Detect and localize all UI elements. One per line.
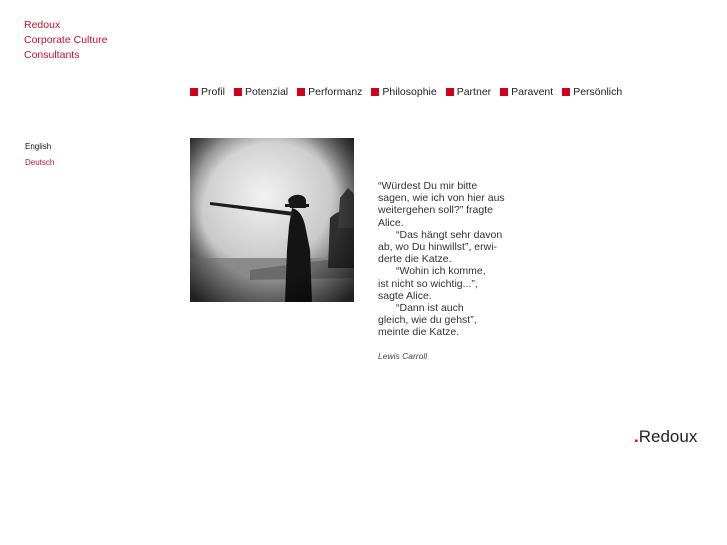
nav-bullet-icon bbox=[500, 88, 508, 96]
language-english-link[interactable]: English bbox=[25, 142, 52, 151]
hero-photo bbox=[190, 138, 354, 302]
quote-line: ab, wo Du hinwillst”, erwi- bbox=[378, 241, 498, 254]
nav-item-profil[interactable] bbox=[190, 86, 225, 98]
hero-photo-image bbox=[190, 138, 354, 302]
brand-subtitle: Corporate Culture bbox=[24, 34, 108, 46]
nav-bullet-icon bbox=[371, 88, 379, 96]
logo-text: Redoux bbox=[638, 427, 698, 446]
quote-line: “Das hängt sehr davon bbox=[396, 228, 503, 241]
quote-line: “Dann ist auch bbox=[396, 302, 464, 315]
quote-line: sagte Alice. bbox=[378, 289, 432, 302]
nav-item-label: Persönlich bbox=[573, 86, 623, 98]
nav-bullet-icon bbox=[446, 88, 454, 96]
nav-bullet-icon bbox=[562, 88, 570, 96]
nav-item-label: Paravent bbox=[511, 86, 554, 98]
nav-item-label: Partner bbox=[456, 86, 492, 98]
logo-dot: . bbox=[634, 427, 639, 446]
quote-line: Alice. bbox=[378, 216, 404, 229]
nav-item-label: Profil bbox=[201, 86, 225, 98]
nav-item-label: Performanz bbox=[308, 86, 363, 98]
brand-subtitle-2: Consultants bbox=[24, 49, 80, 61]
main-nav bbox=[190, 86, 631, 98]
quote-line: “Würdest Du mir bitte bbox=[378, 180, 478, 192]
brand-name: Redoux bbox=[24, 19, 61, 31]
nav-item-performanz[interactable] bbox=[297, 86, 362, 98]
nav-item-partner[interactable] bbox=[446, 86, 491, 98]
quote-block bbox=[378, 180, 528, 339]
quote-line: gleich, wie du gehst”, bbox=[378, 314, 477, 327]
nav-bullet-icon bbox=[297, 88, 305, 96]
redoux-logo[interactable] bbox=[634, 427, 697, 447]
quote-line: derte die Katze. bbox=[378, 253, 452, 266]
language-deutsch-link[interactable]: Deutsch bbox=[25, 158, 55, 167]
nav-item-paravent[interactable] bbox=[500, 86, 553, 98]
quote-line: “Wohin ich komme, bbox=[396, 265, 486, 278]
nav-item-potenzial[interactable] bbox=[234, 86, 288, 98]
nav-bullet-icon bbox=[234, 88, 242, 96]
quote-author: Lewis Carroll bbox=[378, 351, 428, 361]
nav-item-persoenlich[interactable] bbox=[562, 86, 622, 98]
nav-item-label: Philosophie bbox=[382, 86, 437, 98]
quote-line: sagen, wie ich von hier aus bbox=[378, 192, 505, 205]
nav-item-philosophie[interactable] bbox=[371, 86, 436, 98]
quote-line: weitergehen soll?” fragte bbox=[378, 204, 493, 217]
nav-bullet-icon bbox=[190, 88, 198, 96]
quote-line: meinte die Katze. bbox=[378, 326, 460, 339]
language-switcher bbox=[25, 139, 54, 171]
quote-line: ist nicht so wichtig...”, bbox=[378, 277, 478, 290]
nav-item-label: Potenzial bbox=[244, 86, 289, 98]
brand-block[interactable] bbox=[24, 18, 107, 63]
